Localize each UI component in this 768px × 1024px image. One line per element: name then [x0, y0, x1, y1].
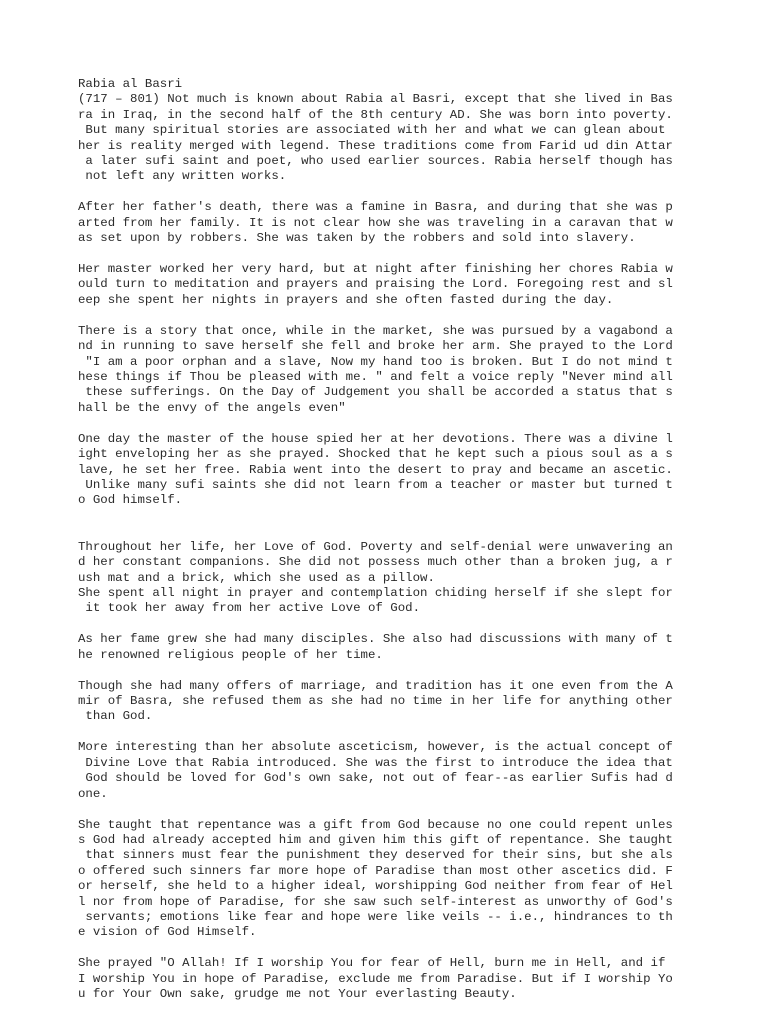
text-line: he renowned religious people of her time.	[78, 647, 383, 662]
paragraph	[78, 679, 698, 725]
text-line: d her constant companions. She did not possess much other than a broken jug, a r	[78, 555, 673, 570]
text-line: She taught that repentance was a gift from God because no one could repent unles	[78, 817, 673, 832]
text-line: ra in Iraq, in the second half of the 8th century AD. She was born into poverty.	[78, 107, 673, 122]
text-line: than God.	[78, 709, 153, 724]
document-page	[78, 77, 698, 1002]
text-line: o God himself.	[78, 493, 183, 508]
text-line: that sinners must fear the punishment they deserved for their sins, but she als	[78, 848, 673, 863]
text-line: She spent all night in prayer and contemplation chiding herself if she slept for	[78, 585, 673, 600]
text-line: (717 – 801) Not much is known about Rabia al Basri, except that she lived in Bas	[78, 92, 673, 107]
paragraph	[78, 956, 698, 1002]
text-line: Throughout her life, her Love of God. Poverty and self-denial were unwavering an	[78, 539, 673, 554]
text-line: these sufferings. On the Day of Judgement you shall be accorded a status that s	[78, 385, 673, 400]
text-line: ould turn to meditation and prayers and praising the Lord. Foregoing rest and sl	[78, 277, 673, 292]
text-line: ight enveloping her as she prayed. Shocked that he kept such a pious soul as a s	[78, 447, 673, 462]
text-line: not left any written works.	[78, 169, 287, 184]
text-line: hall be the envy of the angels even"	[78, 400, 346, 415]
text-line: hese things if Thou be pleased with me. " and felt a voice reply "Never mind all	[78, 370, 673, 385]
text-line: More interesting than her absolute asceticism, however, is the actual concept of	[78, 740, 673, 755]
paragraph	[78, 262, 698, 308]
text-line: it took her away from her active Love of God.	[78, 601, 421, 616]
text-line: as set upon by robbers. She was taken by the robbers and sold into slavery.	[78, 231, 636, 246]
text-line: nd in running to save herself she fell and broke her arm. She prayed to the Lord	[78, 339, 673, 354]
paragraph	[78, 432, 698, 509]
paragraph	[78, 200, 698, 246]
text-line: or herself, she held to a higher ideal, worshipping God neither from fear of Hel	[78, 879, 673, 894]
text-line: Though she had many offers of marriage, and tradition has it one even from the A	[78, 678, 673, 693]
text-line: There is a story that once, while in the market, she was pursued by a vagabond a	[78, 323, 673, 338]
paragraph	[78, 77, 698, 185]
text-line: God should be loved for God's own sake, not out of fear--as earlier Sufis had d	[78, 771, 673, 786]
text-line: o offered such sinners far more hope of Paradise than most other ascetics did. F	[78, 863, 673, 878]
text-line: ush mat and a brick, which she used as a pillow.	[78, 570, 435, 585]
text-line: One day the master of the house spied her at her devotions. There was a divine l	[78, 431, 673, 446]
paragraph	[78, 586, 698, 617]
text-line: lave, he set her free. Rabia went into the desert to pray and became an ascetic.	[78, 462, 673, 477]
text-line: "I am a poor orphan and a slave, Now my hand too is broken. But I do not mind t	[78, 354, 673, 369]
text-line: Unlike many sufi saints she did not learn from a teacher or master but turned t	[78, 477, 673, 492]
document-title: Rabia al Basri	[78, 77, 183, 91]
text-line: e vision of God Himself.	[78, 925, 257, 940]
text-line: l nor from hope of Paradise, for she saw such self-interest as unworthy of God's	[78, 894, 673, 909]
paragraph	[78, 818, 698, 941]
text-line: her is reality merged with legend. These traditions come from Farid ud din Attar	[78, 138, 673, 153]
text-line: After her father's death, there was a famine in Basra, and during that she was p	[78, 200, 673, 215]
text-line: one.	[78, 786, 108, 801]
text-line: servants; emotions like fear and hope were like veils -- i.e., hindrances to th	[78, 909, 673, 924]
text-line: eep she spent her nights in prayers and she often fasted during the day.	[78, 292, 614, 307]
paragraph	[78, 540, 698, 586]
text-line: But many spiritual stories are associated with her and what we can glean about	[78, 123, 666, 138]
text-line: s God had already accepted him and given him this gift of repentance. She taught	[78, 832, 673, 847]
paragraph	[78, 740, 698, 802]
paragraph	[78, 324, 698, 416]
text-line: arted from her family. It is not clear how she was traveling in a caravan that w	[78, 215, 673, 230]
text-line: I worship You in hope of Paradise, exclude me from Paradise. But if I worship Yo	[78, 971, 673, 986]
text-line: Her master worked her very hard, but at night after finishing her chores Rabia w	[78, 262, 673, 277]
text-line: Divine Love that Rabia introduced. She was the first to introduce the idea that	[78, 755, 673, 770]
paragraph	[78, 632, 698, 663]
text-line: She prayed "O Allah! If I worship You for fear of Hell, burn me in Hell, and if	[78, 956, 666, 971]
text-line: a later sufi saint and poet, who used earlier sources. Rabia herself though has	[78, 153, 673, 168]
text-line: As her fame grew she had many disciples. She also had discussions with many of t	[78, 632, 673, 647]
text-line: mir of Basra, she refused them as she had no time in her life for anything other	[78, 694, 673, 709]
text-line: u for Your Own sake, grudge me not Your everlasting Beauty.	[78, 987, 517, 1002]
